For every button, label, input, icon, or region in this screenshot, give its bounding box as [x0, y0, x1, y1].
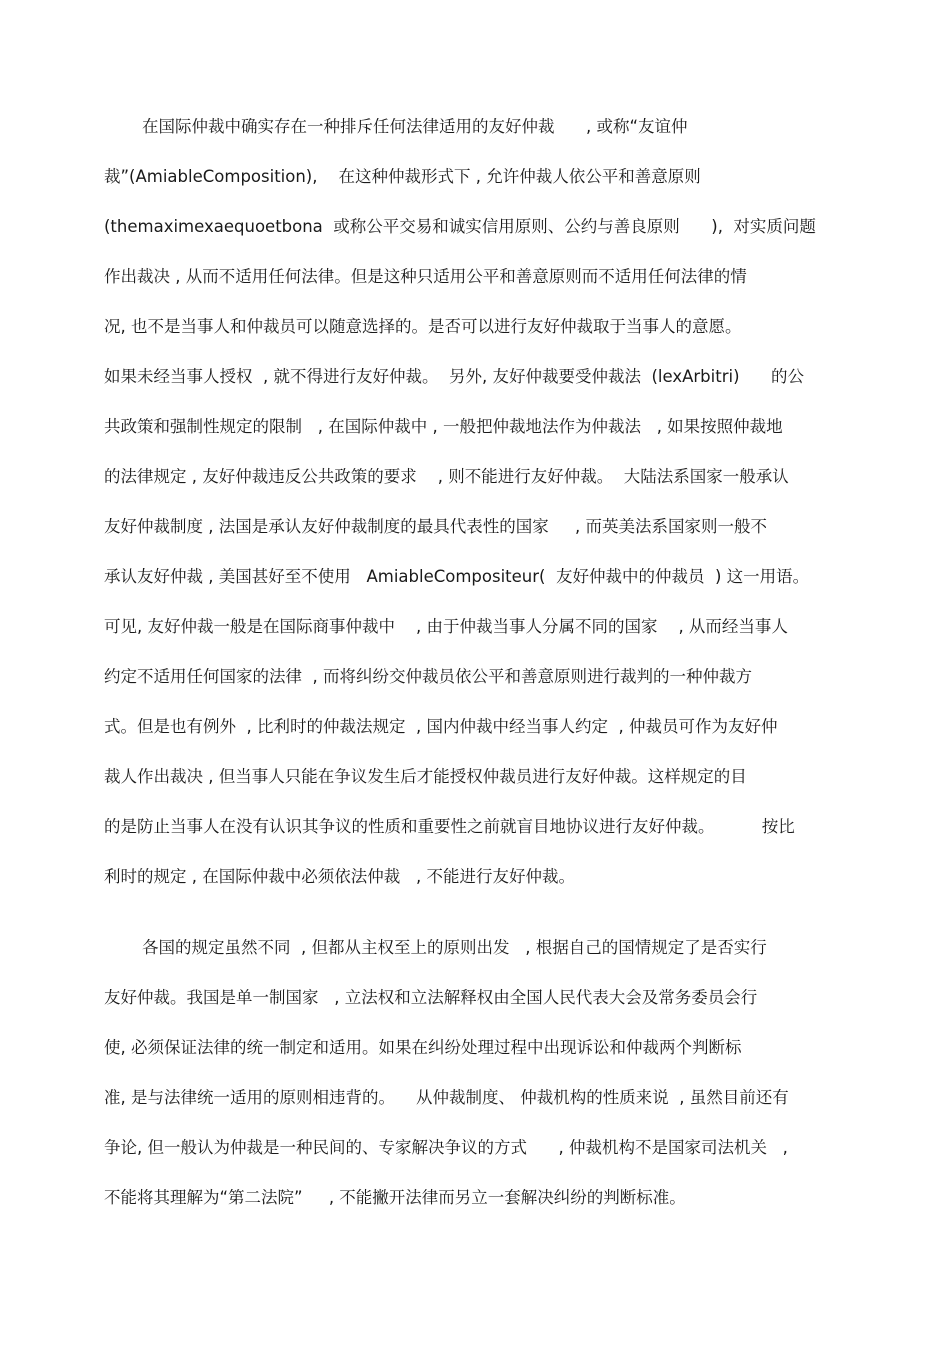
text-line: 争论, 但一般认为仲裁是一种民间的、专家解决争议的方式 , 仲裁机构不是国家司法机关 ,: [104, 1138, 788, 1157]
text-line: 各国的规定虽然不同 , 但都从主权至上的原则出发 , 根据自己的国情规定了是否实行: [142, 938, 767, 957]
text-line: 不能将其理解为“第二法院” , 不能撇开法律而另立一套解决纠纷的判断标准。: [104, 1188, 686, 1207]
text-line: 约定不适用任何国家的法律 , 而将纠纷交仲裁员依公平和善意原则进行裁判的一种仲裁方: [104, 667, 752, 686]
text-line: 友好仲裁制度 , 法国是承认友好仲裁制度的最具代表性的国家 , 而英美法系国家则一般不: [104, 517, 767, 536]
text-line: 在国际仲裁中确实存在一种排斥任何法律适用的友好仲裁 , 或称“友谊仲: [142, 117, 688, 136]
text-line: 承认友好仲裁 , 美国甚好至不使用 AmiableCompositeur( 友好仲裁中的仲裁员 ) 这一用语。: [104, 567, 810, 586]
text-line: 裁人作出裁决 , 但当事人只能在争议发生后才能授权仲裁员进行友好仲裁。这样规定的目: [104, 767, 747, 786]
text-line: 使, 必须保证法律的统一制定和适用。如果在纠纷处理过程中出现诉讼和仲裁两个判断标: [104, 1038, 742, 1057]
text-line: 友好仲裁。我国是单一制国家 , 立法权和立法解释权由全国人民代表大会及常务委员会行: [104, 988, 758, 1007]
text-line: 裁”(AmiableComposition), 在这种仲裁形式下 , 允许仲裁人依公平和善意原则: [104, 167, 701, 186]
text-line: 式。但是也有例外 , 比利时的仲裁法规定 , 国内仲裁中经当事人约定 , 仲裁员可作为友好仲: [104, 717, 778, 736]
text-line: 况, 也不是当事人和仲裁员可以随意选择的。是否可以进行友好仲裁取于当事人的意愿。: [104, 317, 742, 336]
text-line: (themaximexaequoetbona 或称公平交易和诚实信用原则、公约与善良原则 ), 对实质问题: [104, 217, 816, 236]
text-line: 的法律规定 , 友好仲裁违反公共政策的要求 , 则不能进行友好仲裁。 大陆法系国家一般承认: [104, 467, 789, 486]
text-line: 共政策和强制性规定的限制 , 在国际仲裁中 , 一般把仲裁地法作为仲裁法 , 如果按照仲裁地: [104, 417, 783, 436]
text-line: 利时的规定 , 在国际仲裁中必须依法仲裁 , 不能进行友好仲裁。: [104, 867, 575, 886]
text-line: 准, 是与法律统一适用的原则相违背的。 从仲裁制度、 仲裁机构的性质来说 , 虽然目前还有: [104, 1088, 789, 1107]
text-line: 作出裁决 , 从而不适用任何法律。但是这种只适用公平和善意原则而不适用任何法律的情: [104, 267, 747, 286]
text-line: 如果未经当事人授权 , 就不得进行友好仲裁。 另外, 友好仲裁要受仲裁法 (lexArbitri) 的公: [104, 367, 804, 386]
text-line: 的是防止当事人在没有认识其争议的性质和重要性之前就盲目地协议进行友好仲裁。 按比: [104, 817, 795, 836]
text-line: 可见, 友好仲裁一般是在国际商事仲裁中 , 由于仲裁当事人分属不同的国家 , 从而经当事人: [104, 617, 788, 636]
